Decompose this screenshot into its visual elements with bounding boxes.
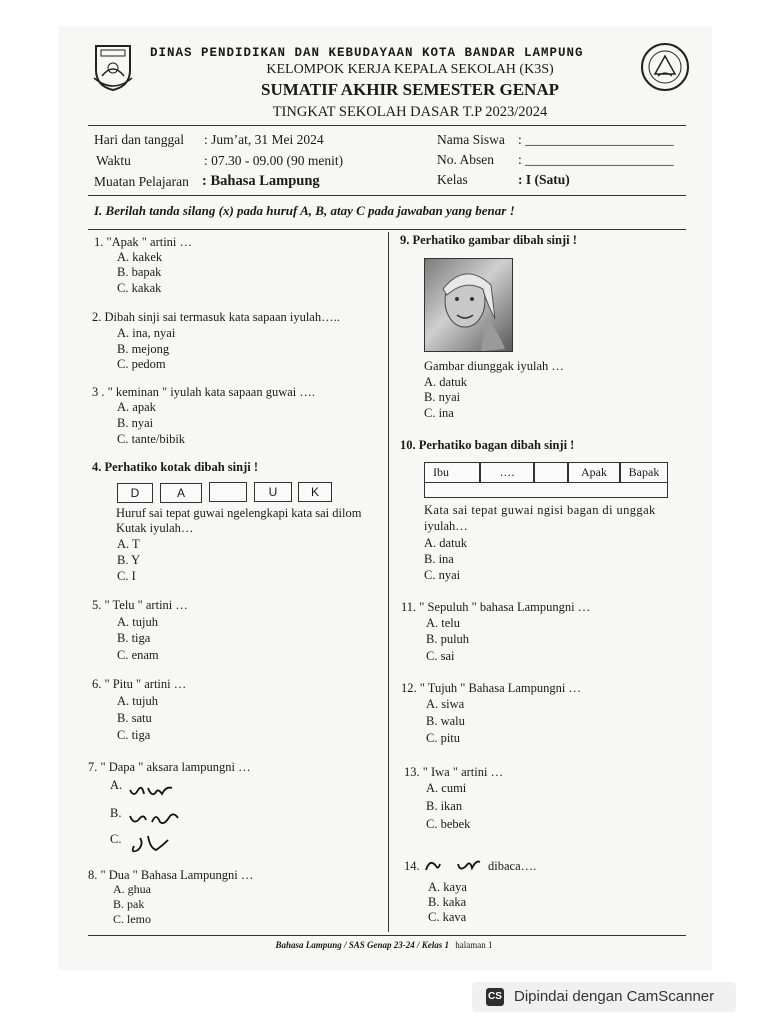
q9-option-a[interactable]: A. datuk bbox=[424, 375, 468, 389]
q10-text: 10. Perhatiko bagan dibah sinji ! bbox=[400, 438, 575, 452]
info-divider bbox=[88, 195, 686, 196]
q11-text: 11. " Sepuluh " bahasa Lampungni … bbox=[401, 600, 591, 614]
bagan-cell: Bapak bbox=[620, 462, 668, 483]
q2-option-c[interactable]: C. pedom bbox=[117, 357, 166, 371]
hari-value: : Jum’at, 31 Mei 2024 bbox=[204, 132, 324, 147]
waktu-value: : 07.30 - 09.00 (90 menit) bbox=[204, 153, 344, 168]
q11-option-b[interactable]: B. puluh bbox=[426, 632, 470, 646]
q12-text: 12. " Tujuh " Bahasa Lampungni … bbox=[401, 681, 581, 695]
header-agency: DINAS PENDIDIKAN DAN KEBUDAYAAN KOTA BANDAR LAMPUNG bbox=[150, 46, 584, 60]
q12-option-b[interactable]: B. walu bbox=[426, 714, 465, 728]
kelas-label: Kelas bbox=[437, 172, 468, 187]
q3-option-a[interactable]: A. apak bbox=[117, 400, 156, 414]
q13-option-b[interactable]: B. ikan bbox=[426, 799, 463, 813]
q3-option-c[interactable]: C. tante/bibik bbox=[117, 432, 186, 446]
header-level: TINGKAT SEKOLAH DASAR T.P 2023/2024 bbox=[272, 104, 548, 120]
q3-option-b[interactable]: B. nyai bbox=[117, 416, 154, 430]
bagan-cell: Ibu bbox=[424, 462, 480, 483]
q12-option-c[interactable]: C. pitu bbox=[426, 731, 461, 745]
q10-stem: iyulah… bbox=[424, 519, 468, 533]
q2-text: 2. Dibah sinji sai termasuk kata sapaan iyulah….. bbox=[92, 310, 340, 324]
q9-option-c[interactable]: C. ina bbox=[424, 406, 454, 420]
lampung-script-icon bbox=[128, 832, 184, 856]
q10-option-a[interactable]: A. datuk bbox=[424, 536, 468, 550]
q4-box: K bbox=[298, 482, 332, 502]
lampung-script-icon bbox=[128, 810, 184, 830]
q3-text: 3 . " keminan " iyulah kata sapaan guwai …. bbox=[92, 385, 315, 399]
q7-option-c[interactable]: C. bbox=[110, 832, 122, 846]
q2-option-a[interactable]: A. ina, nyai bbox=[117, 326, 176, 340]
header-k3s: KELOMPOK KERJA KEPALA SEKOLAH (K3S) bbox=[266, 62, 554, 77]
q6-option-a[interactable]: A. tujuh bbox=[117, 694, 158, 708]
q9-option-b[interactable]: B. nyai bbox=[424, 390, 461, 404]
q14-option-c[interactable]: C. kava bbox=[428, 910, 467, 924]
q6-option-b[interactable]: B. satu bbox=[117, 711, 152, 725]
footer-divider bbox=[88, 935, 686, 936]
q14-suffix: dibaca…. bbox=[488, 859, 537, 873]
q8-text: 8. " Dua " Bahasa Lampungni … bbox=[88, 868, 254, 882]
q4-box: A bbox=[160, 483, 202, 503]
bagan-cell-blank bbox=[534, 462, 568, 483]
absen-field[interactable]: : ______________________ bbox=[518, 152, 674, 167]
nama-label: Nama Siswa bbox=[437, 132, 505, 147]
q1-option-a[interactable]: A. kakek bbox=[117, 250, 163, 264]
lampung-script-icon bbox=[424, 856, 482, 874]
muatan-value: : Bahasa Lampung bbox=[202, 173, 320, 189]
column-divider bbox=[388, 232, 389, 932]
header-exam-title: SUMATIF AKHIR SEMESTER GENAP bbox=[260, 80, 559, 99]
footer bbox=[0, 940, 768, 950]
q9-text: 9. Perhatiko gambar dibah sinji ! bbox=[400, 233, 577, 247]
q10-option-c[interactable]: C. nyai bbox=[424, 568, 461, 582]
q5-option-b[interactable]: B. tiga bbox=[117, 631, 151, 645]
q7-option-b[interactable]: B. bbox=[110, 806, 122, 820]
q4-box: U bbox=[254, 482, 292, 502]
q13-option-a[interactable]: A. cumi bbox=[426, 781, 467, 795]
q4-text: 4. Perhatiko kotak dibah sinji ! bbox=[92, 460, 259, 474]
hari-label: Hari dan tanggal bbox=[94, 132, 184, 147]
waktu-label: Waktu bbox=[96, 153, 131, 168]
elderly-woman-photo bbox=[424, 258, 513, 352]
q11-option-a[interactable]: A. telu bbox=[426, 616, 461, 630]
q4-option-b[interactable]: B. Y bbox=[117, 553, 141, 567]
q1-text: 1. "Apak " artini … bbox=[94, 235, 193, 249]
q14-option-b[interactable]: B. kaka bbox=[428, 895, 467, 909]
camscanner-icon: CS bbox=[486, 988, 504, 1006]
absen-label: No. Absen bbox=[437, 152, 494, 167]
instruction-divider bbox=[88, 229, 686, 230]
q8-option-a[interactable]: A. ghua bbox=[113, 882, 151, 896]
camscanner-label: Dipindai dengan CamScanner bbox=[514, 988, 715, 1005]
q1-option-c[interactable]: C. kakak bbox=[117, 281, 162, 295]
q1-option-b[interactable]: B. bapak bbox=[117, 265, 162, 279]
instruction: I. Berilah tanda silang (x) pada huruf A, B, atay C pada jawaban yang benar ! bbox=[94, 203, 515, 218]
q14-option-a[interactable]: A. kaya bbox=[428, 880, 467, 894]
q13-text: 13. " Iwa " artini … bbox=[404, 765, 504, 779]
q4-stem: Huruf sai tepat guwai ngelengkapi kata sai dilom bbox=[116, 506, 362, 520]
q8-option-b[interactable]: B. pak bbox=[113, 897, 145, 911]
footer-subject: Bahasa Lampung / SAS Genap 23-24 / Kelas 1 bbox=[275, 940, 450, 950]
q9-stem: Gambar diunggak iyulah … bbox=[424, 359, 564, 373]
q11-option-c[interactable]: C. sai bbox=[426, 649, 455, 663]
bagan-cell: Apak bbox=[568, 462, 620, 483]
bagan-row-blank bbox=[424, 483, 668, 498]
footer-page: halaman 1 bbox=[455, 940, 493, 950]
q6-option-c[interactable]: C. tiga bbox=[117, 728, 151, 742]
q14-number: 14. bbox=[404, 859, 420, 873]
lampung-script-icon bbox=[128, 782, 184, 802]
nama-field[interactable]: : ______________________ bbox=[518, 132, 674, 147]
header-divider bbox=[88, 125, 686, 126]
q10-option-b[interactable]: B. ina bbox=[424, 552, 454, 566]
kelas-value: : I (Satu) bbox=[518, 172, 570, 187]
q4-option-c[interactable]: C. I bbox=[117, 569, 136, 583]
q2-option-b[interactable]: B. mejong bbox=[117, 342, 170, 356]
q5-option-a[interactable]: A. tujuh bbox=[117, 615, 158, 629]
q12-option-a[interactable]: A. siwa bbox=[426, 697, 465, 711]
camscanner-badge bbox=[472, 982, 736, 1012]
q4-option-a[interactable]: A. T bbox=[117, 537, 140, 551]
q6-text: 6. " Pitu " artini … bbox=[92, 677, 187, 691]
q4-box: D bbox=[117, 483, 153, 503]
muatan-label: Muatan Pelajaran bbox=[94, 174, 189, 189]
q4-stem: Kutak iyulah… bbox=[116, 521, 194, 535]
q5-text: 5. " Telu " artini … bbox=[92, 598, 188, 612]
q7-text: 7. " Dapa " aksara lampungni … bbox=[88, 760, 251, 774]
q7-option-a[interactable]: A. bbox=[110, 778, 123, 792]
q10-stem: Kata sai tepat guwai ngisi bagan di unggak bbox=[424, 503, 656, 517]
q13-option-c[interactable]: C. bebek bbox=[426, 817, 471, 831]
q5-option-c[interactable]: C. enam bbox=[117, 648, 159, 662]
q4-box-blank bbox=[209, 482, 247, 502]
q8-option-c[interactable]: C. lemo bbox=[113, 912, 151, 926]
bagan-cell: …. bbox=[480, 462, 534, 483]
